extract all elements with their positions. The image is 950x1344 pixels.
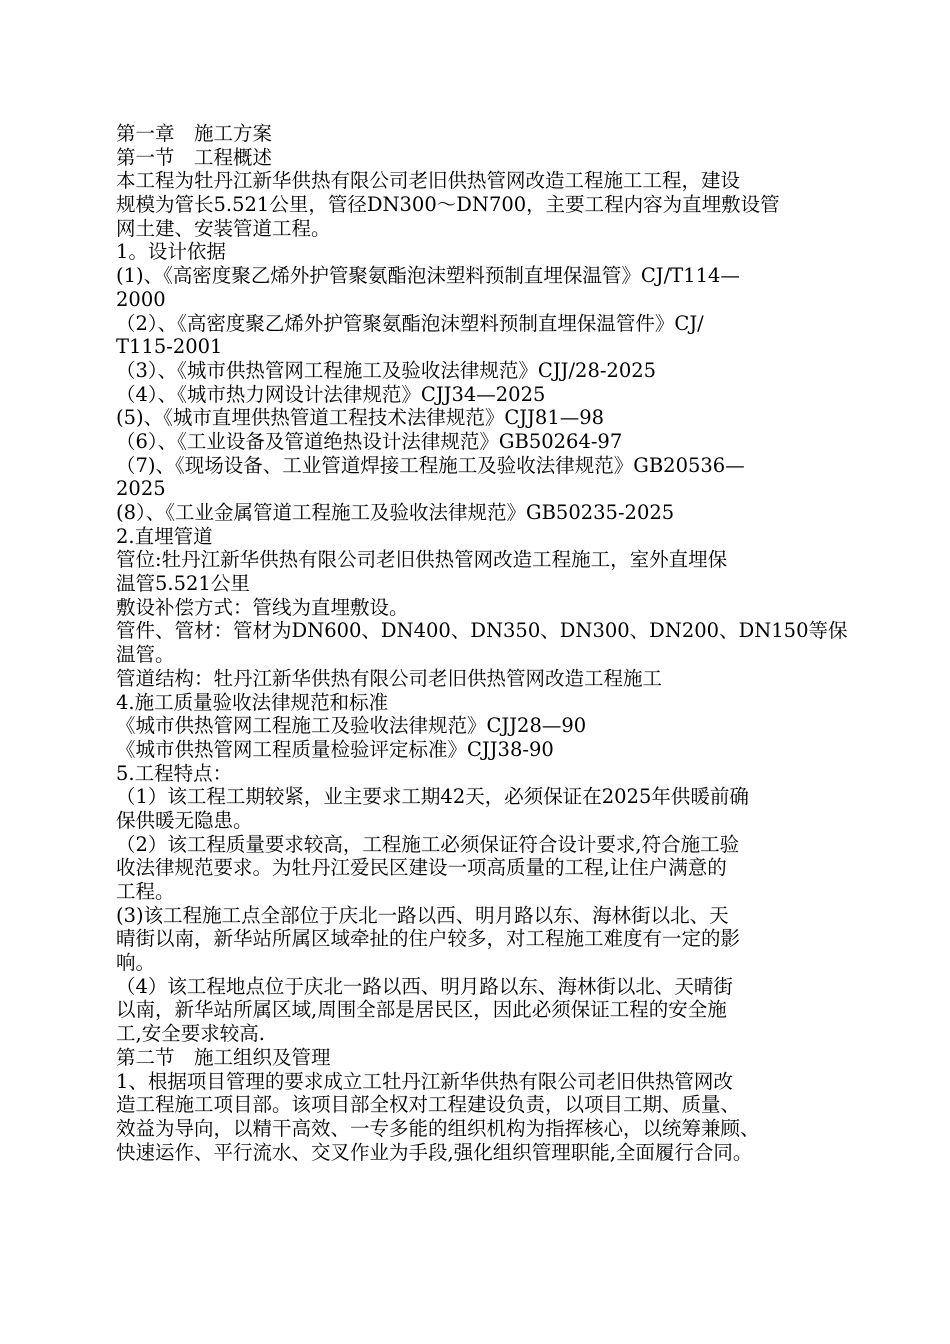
text-line: 管位:牡丹江新华供热有限公司老旧供热管网改造工程施工，室外直埋保 — [116, 548, 728, 572]
text-line: （2）、《高密度聚乙烯外护管聚氨酯泡沫塑料预制直埋保温管件》CJ/ — [116, 311, 704, 335]
text-line: 温管。 — [116, 643, 175, 667]
text-line: 敷设补偿方式：管线为直埋敷设。 — [116, 595, 409, 619]
text-line: 本工程为牡丹江新华供热有限公司老旧供热管网改造工程施工工程，建设 — [116, 169, 741, 193]
chapter-title: 第一章 施工方案 — [116, 122, 273, 145]
subheading: 1。设计依据 — [116, 240, 226, 264]
text-line: 《城市供热管网工程质量检验评定标准》CJJ38-90 — [116, 737, 554, 761]
text-line: (5)、《城市直埋供热管道工程技术法律规范》CJJ81—98 — [116, 406, 605, 430]
subheading: 2.直埋管道 — [116, 524, 213, 548]
text-line: 工程。 — [116, 880, 175, 903]
text-line: (1)、《高密度聚乙烯外护管聚氨酯泡沫塑料预制直埋保温管》CJ/T114— — [116, 264, 740, 288]
text-line: 收法律规范要求。为牡丹江爱民区建设一项高质量的工程,让住户满意的 — [116, 856, 727, 880]
text-line: （6）、《工业设备及管道绝热设计法律规范》GB50264-97 — [116, 429, 623, 453]
text-line: 管道结构：牡丹江新华供热有限公司老旧供热管网改造工程施工 — [116, 666, 663, 690]
text-line: （1）该工程工期较紧，业主要求工期42天，必须保证在2025年供暖前确 — [116, 785, 749, 809]
text-line: 响。 — [116, 951, 156, 975]
subheading: 4.施工质量验收法律规范和标准 — [116, 690, 389, 714]
text-line: （7)、《现场设备、工业管道焊接工程施工及验收法律规范》GB20536— — [116, 453, 745, 477]
text-line: (3)该工程施工点全部位于庆北一路以西、明月路以东、海林街以北、天 — [116, 903, 729, 927]
text-line: 管件、管材：管材为DN600、DN400、DN350、DN300、DN200、DN150等保 — [116, 619, 848, 643]
text-line: 效益为导向，以精干高效、一专多能的组织机构为指挥核心，以统筹兼顾、 — [116, 1116, 760, 1140]
text-line: 1、根据项目管理的要求成立工牡丹江新华供热有限公司老旧供热管网改 — [116, 1069, 733, 1093]
text-line: （3）、《城市供热管网工程施工及验收法律规范》CJJ/28-2025 — [116, 358, 657, 382]
text-line: 工,安全要求较高. — [116, 1022, 265, 1046]
text-line: 2000 — [116, 287, 166, 311]
text-line: (8）、《工业金属管道工程施工及验收法律规范》GB50235-2025 — [116, 501, 675, 524]
text-line: 晴街以南，新华站所属区域牵扯的住户较多，对工程施工难度有一定的影 — [116, 927, 741, 951]
text-line: （2）该工程质量要求较高，工程施工必须保证符合设计要求,符合施工验 — [116, 832, 740, 856]
text-line: 2025 — [116, 477, 166, 501]
text-line: 网土建、安装管道工程。 — [116, 216, 331, 240]
text-line: 保供暖无隐患。 — [116, 808, 253, 832]
text-line: 温管5.521公里 — [116, 572, 250, 596]
subheading: 5.工程特点： — [116, 761, 233, 785]
text-line: （4）该工程地点位于庆北一路以西、明月路以东、海林街以北、天晴街 — [116, 974, 733, 998]
text-line: T115-2001 — [116, 335, 223, 359]
text-line: 快速运作、平行流水、交叉作业为手段,强化组织管理职能,全面履行合同。 — [116, 1140, 753, 1164]
document-page — [116, 122, 856, 1164]
section-title: 第二节 施工组织及管理 — [116, 1045, 331, 1069]
text-line: 《城市供热管网工程施工及验收法律规范》CJJ28—90 — [116, 714, 587, 738]
text-line: （4）、《城市热力网设计法律规范》CJJ34—2025 — [116, 382, 546, 406]
text-line: 规模为管长5.521公里，管径DN300～DN700，主要工程内容为直埋敷设管 — [116, 193, 780, 217]
section-title: 第一节 工程概述 — [116, 145, 273, 169]
text-line: 造工程施工项目部。该项目部全权对工程建设负责，以项目工期、质量、 — [116, 1093, 741, 1117]
text-line: 以南，新华站所属区域,周围全部是居民区，因此必须保证工程的安全施 — [116, 998, 727, 1022]
